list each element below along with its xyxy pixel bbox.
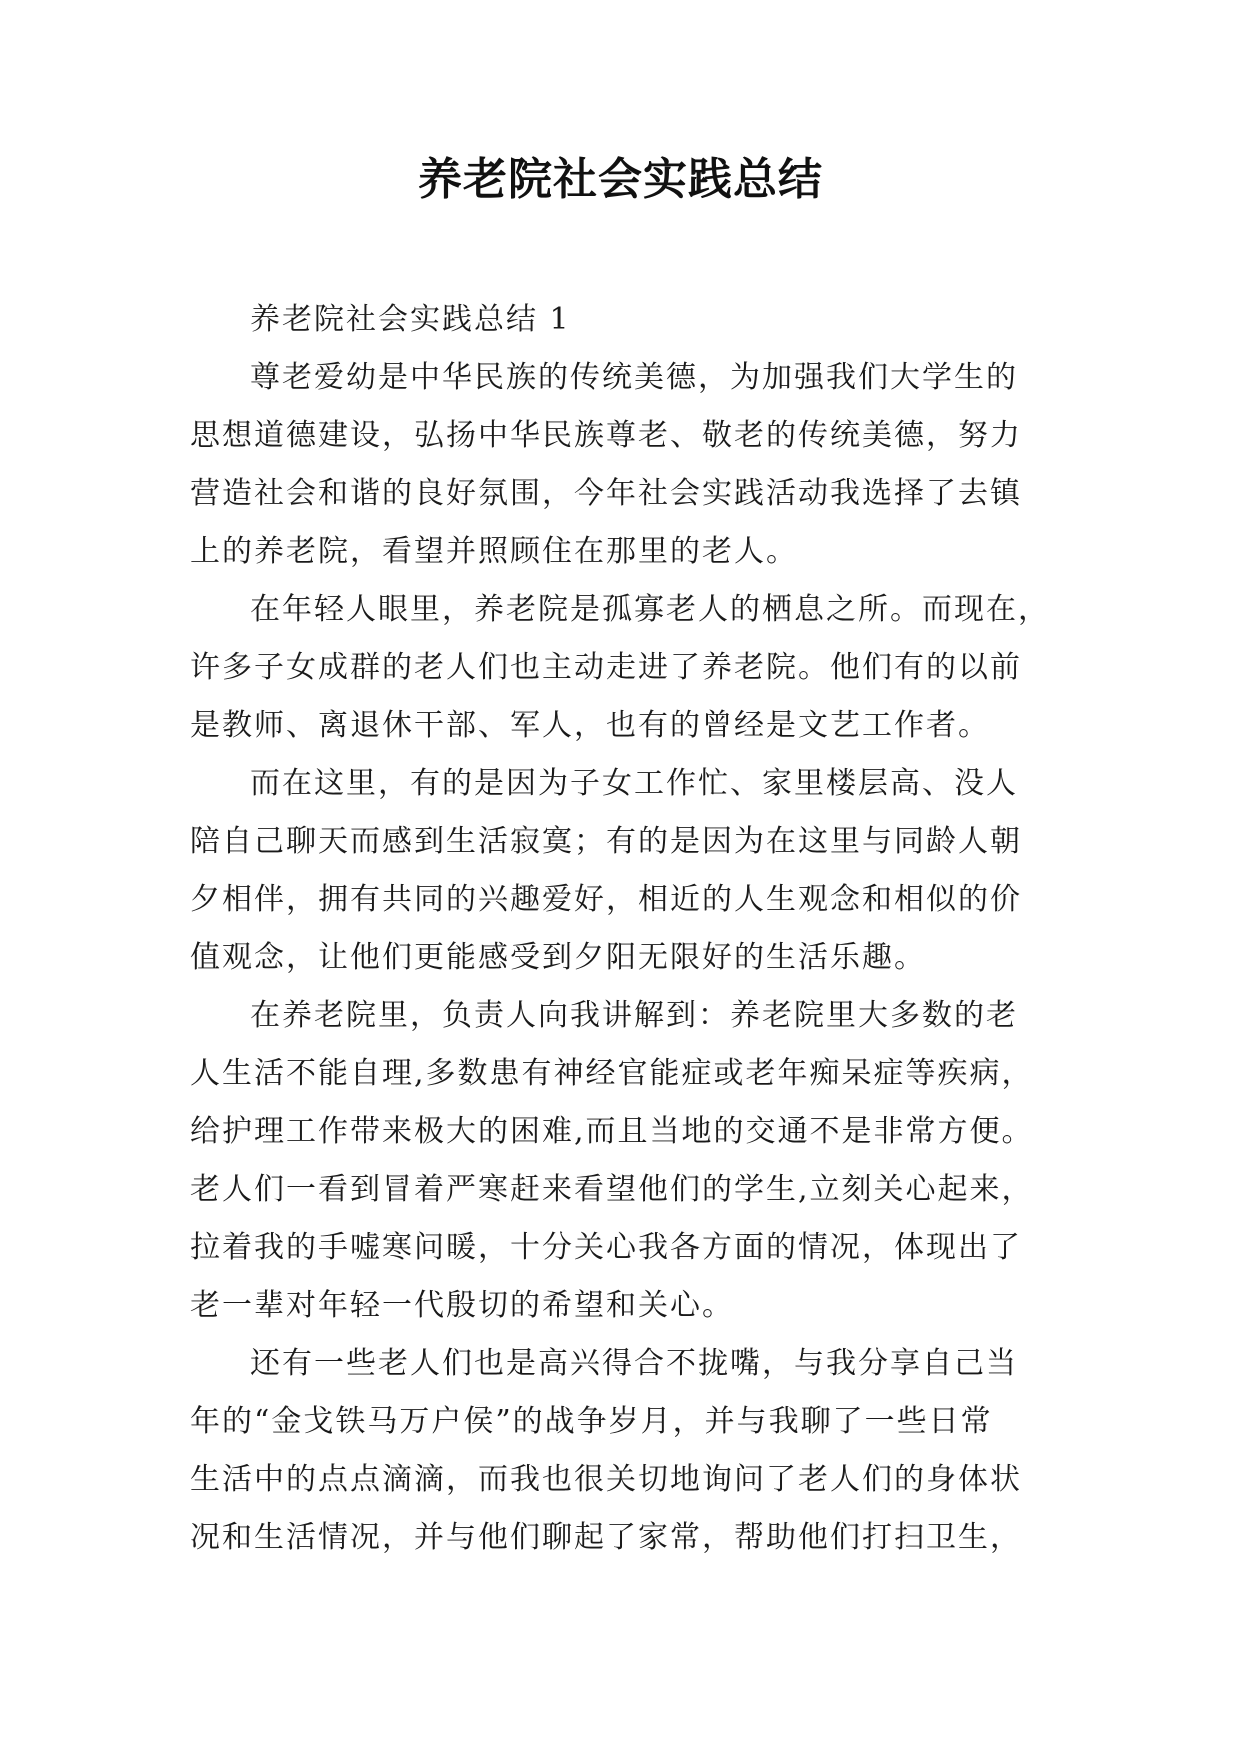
document-title: 养老院社会实践总结 <box>418 154 823 205</box>
paragraph-2: 在年轻人眼里，养老院是孤寡老人的栖息之所。而现在， 许多子女成群的老人们也主动走进了养老院。他们有的以前 是教师、离退休干部、军人，也有的曾经是文艺工作者。 <box>190 592 1050 743</box>
paragraph-4: 在养老院里，负责人向我讲解到：养老院里大多数的老 人生活不能自理,多数患有神经官能症或老年痴呆症等疾病， 给护理工作带来极大的困难,而且当地的交通不是非常方便。 老人们一看到冒着严寒赶来看望他们的学生,立刻关心起来， 拉着我的手嘘寒问暖，十分关心我各方面的情况，体现出了 老一辈对年轻一代殷切的希望和关心。 <box>190 998 1034 1323</box>
document-body <box>190 291 1050 1567</box>
paragraph-5: 还有一些老人们也是高兴得合不拢嘴，与我分享自己当 年的“金戈铁马万户侯”的战争岁月，并与我聊了一些日常 生活中的点点滴滴，而我也很关切地询问了老人们的身体状 况和生活情况，并与他们聊起了家常，帮助他们打扫卫生， <box>190 1346 1022 1555</box>
paragraph-3: 而在这里，有的是因为子女工作忙、家里楼层高、没人 陪自己聊天而感到生活寂寞；有的是因为在这里与同龄人朝 夕相伴，拥有共同的兴趣爱好，相近的人生观念和相似的价 值观念，让他们更能感受到夕阳无限好的生活乐趣。 <box>190 766 1022 975</box>
paragraph-1: 尊老爱幼是中华民族的传统美德，为加强我们大学生的 思想道德建设，弘扬中华民族尊老、敬老的传统美德，努力 营造社会和谐的良好氛围，今年社会实践活动我选择了去镇 上的养老院，看望并照顾住在那里的老人。 <box>190 360 1022 569</box>
section-heading: 养老院社会实践总结 1 <box>250 302 571 337</box>
